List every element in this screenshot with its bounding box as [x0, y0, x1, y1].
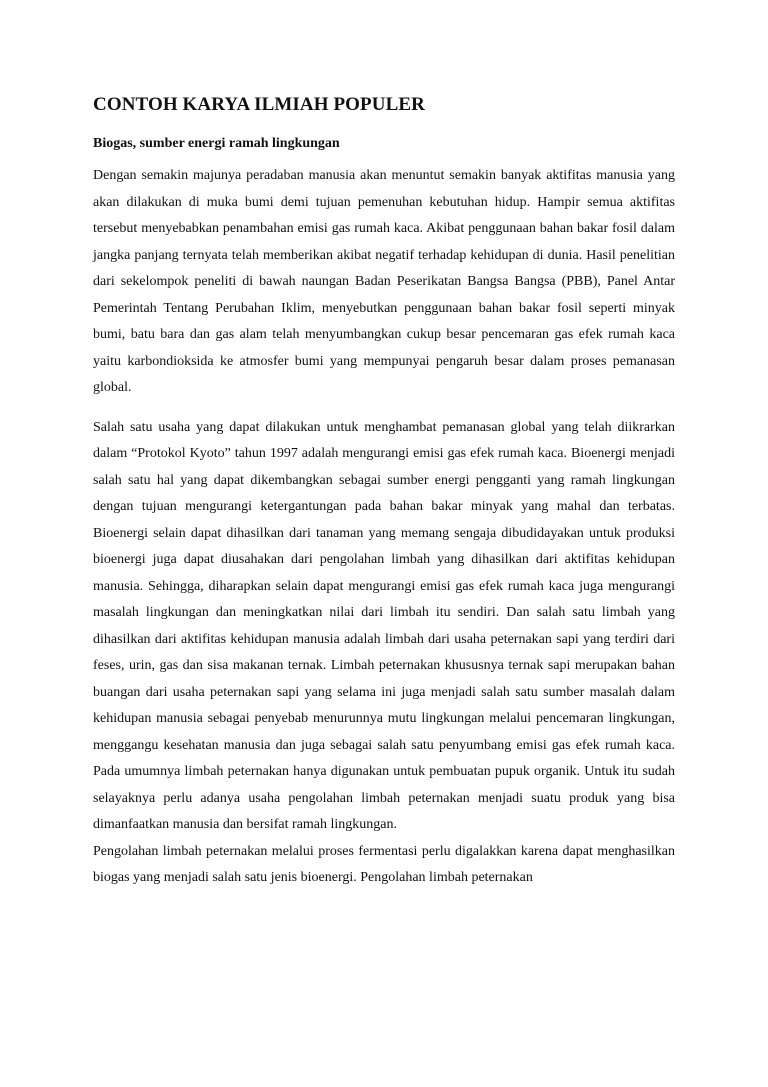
paragraph-2: Salah satu usaha yang dapat dilakukan untuk menghambat pemanasan global yang telah diikrarkan dalam “Protokol Kyoto” tahun 1997 adalah mengurangi emisi gas efek rumah kaca. Bioenergi menjadi salah satu hal yang dapat dikembangkan sebagai sumber energi pengganti yang ramah lingkungan dengan tujuan mengurangi ketergantungan pada bahan bakar minyak yang mahal dan terbatas. Bioenergi selain dapat dihasilkan dari tanaman yang memang sengaja dibudidayakan untuk produksi bioenergi juga dapat diusahakan dari pengolahan limbah yang dihasilkan dari aktifitas kehidupan manusia. Sehingga, diharapkan selain dapat mengurangi emisi gas efek rumah kaca juga mengurangi masalah lingkungan dan meningkatkan nilai dari limbah itu sendiri. Dan salah satu limbah yang dihasilkan dari aktifitas kehidupan manusia adalah limbah dari usaha peternakan sapi yang terdiri dari feses, urin, gas dan sisa makanan ternak. Limbah peternakan khususnya ternak sapi merupakan bahan buangan dari usaha peternakan sapi yang selama ini juga menjadi salah satu sumber masalah dalam kehidupan manusia sebagai penyebab menurunnya mutu lingkungan melalui pencemaran lingkungan, menggangu kesehatan manusia dan juga sebagai salah satu penyumbang emisi gas efek rumah kaca. Pada umumnya limbah peternakan hanya digunakan untuk pembuatan pupuk organik. Untuk itu sudah selayaknya perlu adanya usaha pengolahan limbah peternakan menjadi suatu produk yang bisa dimanfaatkan manusia dan bersifat ramah lingkungan. — [93, 419, 675, 832]
paragraph-3: Pengolahan limbah peternakan melalui proses fermentasi perlu digalakkan karena dapat menghasilkan biogas yang menjadi salah satu jenis bioenergi. Pengolahan limbah peternakan — [93, 843, 675, 885]
document-page — [93, 92, 675, 892]
paragraph-1: Dengan semakin majunya peradaban manusia akan menuntut semakin banyak aktifitas manusia yang akan dilakukan di muka bumi demi tujuan pemenuhan kebutuhan hidup. Hampir semua aktifitas tersebut menyebabkan penambahan emisi gas rumah kaca. Akibat penggunaan bahan bakar fosil dalam jangka panjang ternyata telah memberikan akibat negatif terhadap kehidupan di dunia. Hasil penelitian dari sekelompok peneliti di bawah naungan Badan Peserikatan Bangsa Bangsa (PBB), Panel Antar Pemerintah Tentang Perubahan Iklim, menyebutkan penggunaan bahan bakar fosil seperti minyak bumi, batu bara dan gas alam telah menyumbangkan cukup besar pencemaran gas efek rumah kaca yaitu karbondioksida ke atmosfer bumi yang mempunyai pengaruh besar dalam proses pemanasan global. — [93, 168, 675, 395]
document-title: CONTOH KARYA ILMIAH POPULER — [93, 94, 425, 115]
document-subtitle: Biogas, sumber energi ramah lingkungan — [93, 136, 340, 151]
